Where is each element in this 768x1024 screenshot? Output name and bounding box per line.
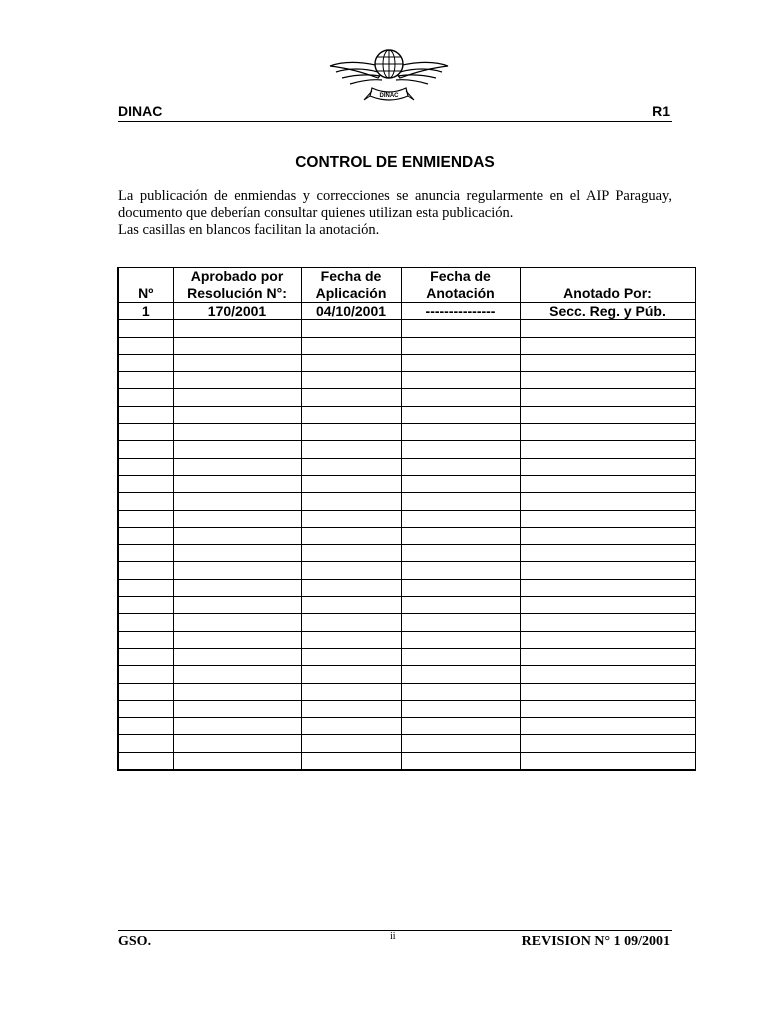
blank-cell: [118, 562, 173, 579]
blank-cell: [401, 631, 520, 648]
blank-cell: [173, 320, 301, 337]
blank-cell: [401, 683, 520, 700]
blank-cell: [301, 597, 401, 614]
blank-cell: [118, 752, 173, 770]
blank-cell: [520, 718, 695, 735]
blank-cell: [118, 354, 173, 371]
blank-cell: [173, 406, 301, 423]
blank-cell: [520, 372, 695, 389]
blank-cell: [301, 752, 401, 770]
blank-cell: [118, 475, 173, 492]
blank-cell: [401, 441, 520, 458]
blank-cell: [173, 752, 301, 770]
header-annotation-date: [401, 268, 520, 303]
blank-cell: [520, 389, 695, 406]
header-number-line2: Nº: [138, 285, 154, 301]
blank-cell: [401, 424, 520, 441]
table-row-blank: [118, 683, 695, 700]
blank-cell: [301, 614, 401, 631]
table-row-blank: [118, 700, 695, 717]
blank-cell: [118, 320, 173, 337]
blank-cell: [173, 458, 301, 475]
cell-annotation-date: ---------------: [401, 303, 520, 320]
blank-cell: [520, 735, 695, 752]
blank-cell: [301, 579, 401, 596]
table-row-blank: [118, 666, 695, 683]
footer-left: GSO.: [118, 934, 152, 949]
blank-cell: [118, 631, 173, 648]
blank-cell: [301, 493, 401, 510]
dinac-logo: [328, 44, 450, 104]
header-application-date-line2: Aplicación: [315, 285, 387, 301]
header-approved-by-line1: Aprobado por: [190, 268, 284, 284]
blank-cell: [118, 493, 173, 510]
page-footer: [118, 930, 672, 951]
footer-right: REVISION N° 1 09/2001: [521, 934, 670, 949]
blank-cell: [173, 735, 301, 752]
blank-cell: [401, 527, 520, 544]
blank-cell: [301, 389, 401, 406]
blank-cell: [401, 648, 520, 665]
blank-cell: [301, 700, 401, 717]
blank-cell: [520, 683, 695, 700]
intro-text: [118, 188, 672, 239]
blank-cell: [401, 752, 520, 770]
blank-cell: [401, 597, 520, 614]
blank-cell: [520, 666, 695, 683]
blank-cell: [173, 648, 301, 665]
table-row-blank: [118, 648, 695, 665]
intro-note: Las casillas en blancos facilitan la anotación.: [118, 222, 380, 238]
blank-cell: [118, 718, 173, 735]
blank-cell: [118, 406, 173, 423]
blank-cell: [118, 458, 173, 475]
blank-cell: [520, 562, 695, 579]
blank-cell: [520, 354, 695, 371]
blank-cell: [401, 337, 520, 354]
blank-cell: [173, 493, 301, 510]
cell-resolution: 170/2001: [173, 303, 301, 320]
table-row-blank: [118, 424, 695, 441]
blank-cell: [401, 735, 520, 752]
blank-cell: [173, 545, 301, 562]
blank-cell: [173, 562, 301, 579]
blank-cell: [520, 752, 695, 770]
blank-cell: [520, 493, 695, 510]
blank-cell: [520, 545, 695, 562]
blank-cell: [301, 735, 401, 752]
blank-cell: [173, 631, 301, 648]
blank-cell: [401, 354, 520, 371]
blank-cell: [301, 510, 401, 527]
blank-cell: [520, 700, 695, 717]
table-row-blank: [118, 718, 695, 735]
blank-cell: [520, 475, 695, 492]
table-row-blank: [118, 597, 695, 614]
page-number: ii: [390, 931, 396, 942]
blank-cell: [401, 579, 520, 596]
blank-cell: [520, 597, 695, 614]
blank-cell: [401, 406, 520, 423]
table-row-blank: [118, 372, 695, 389]
blank-cell: [173, 337, 301, 354]
blank-cell: [520, 648, 695, 665]
blank-cell: [118, 735, 173, 752]
blank-cell: [401, 562, 520, 579]
blank-cell: [301, 354, 401, 371]
header-left: DINAC: [118, 103, 163, 119]
blank-cell: [118, 389, 173, 406]
blank-cell: [173, 389, 301, 406]
blank-cell: [301, 372, 401, 389]
blank-cell: [401, 458, 520, 475]
blank-cell: [301, 648, 401, 665]
blank-cell: [401, 493, 520, 510]
blank-cell: [520, 320, 695, 337]
table-row-blank: [118, 752, 695, 770]
blank-cell: [173, 718, 301, 735]
blank-cell: [173, 597, 301, 614]
blank-cell: [118, 441, 173, 458]
blank-cell: [301, 475, 401, 492]
blank-cell: [118, 597, 173, 614]
blank-cell: [118, 372, 173, 389]
table-row-blank: [118, 320, 695, 337]
page-title: CONTROL DE ENMIENDAS: [295, 154, 495, 171]
table-row-blank: [118, 493, 695, 510]
blank-cell: [520, 614, 695, 631]
blank-cell: [401, 475, 520, 492]
blank-cell: [301, 666, 401, 683]
table-row-blank: [118, 527, 695, 544]
blank-cell: [520, 441, 695, 458]
blank-cell: [118, 424, 173, 441]
blank-cell: [173, 510, 301, 527]
header-number: [118, 268, 173, 303]
header-approved-by-line2: Resolución N°:: [187, 285, 287, 301]
table-row-blank: [118, 475, 695, 492]
table-row-blank: [118, 614, 695, 631]
blank-cell: [301, 683, 401, 700]
header-right: R1: [652, 103, 670, 119]
table-row-blank: [118, 389, 695, 406]
blank-cell: [173, 441, 301, 458]
cell-application-date: 04/10/2001: [301, 303, 401, 320]
table-row-blank: [118, 441, 695, 458]
blank-cell: [301, 458, 401, 475]
blank-cell: [118, 648, 173, 665]
table-row-blank: [118, 406, 695, 423]
cell-annotated-by: Secc. Reg. y Púb.: [520, 303, 695, 320]
blank-cell: [118, 510, 173, 527]
blank-cell: [401, 614, 520, 631]
table-header-row: [118, 268, 695, 303]
blank-cell: [401, 545, 520, 562]
blank-cell: [401, 389, 520, 406]
header-application-date-line1: Fecha de: [320, 268, 382, 284]
blank-cell: [173, 354, 301, 371]
blank-cell: [173, 475, 301, 492]
blank-cell: [173, 683, 301, 700]
blank-cell: [520, 406, 695, 423]
table-row-blank: [118, 458, 695, 475]
blank-cell: [118, 545, 173, 562]
blank-cell: [173, 372, 301, 389]
table-row-blank: [118, 545, 695, 562]
table-row: [118, 303, 695, 320]
blank-cell: [401, 666, 520, 683]
table-row-blank: [118, 562, 695, 579]
blank-cell: [173, 666, 301, 683]
blank-cell: [520, 337, 695, 354]
blank-cell: [301, 406, 401, 423]
blank-cell: [118, 683, 173, 700]
blank-cell: [520, 527, 695, 544]
blank-cell: [520, 424, 695, 441]
table-row-blank: [118, 354, 695, 371]
cell-number: 1: [118, 303, 173, 320]
blank-cell: [401, 700, 520, 717]
blank-cell: [173, 614, 301, 631]
blank-cell: [173, 527, 301, 544]
blank-cell: [301, 631, 401, 648]
logo-text: DINAC: [379, 93, 399, 99]
blank-cell: [301, 320, 401, 337]
blank-cell: [301, 424, 401, 441]
blank-cell: [520, 510, 695, 527]
blank-cell: [118, 614, 173, 631]
blank-cell: [520, 631, 695, 648]
header-application-date: [301, 268, 401, 303]
blank-cell: [520, 579, 695, 596]
blank-cell: [118, 337, 173, 354]
blank-cell: [301, 337, 401, 354]
blank-cell: [520, 458, 695, 475]
header-annotation-date-line2: Anotación: [426, 285, 495, 301]
table-row-blank: [118, 579, 695, 596]
blank-cell: [301, 562, 401, 579]
blank-cell: [118, 700, 173, 717]
blank-cell: [301, 441, 401, 458]
blank-cell: [301, 527, 401, 544]
table-row-blank: [118, 337, 695, 354]
header-approved-by: [173, 268, 301, 303]
table-row-blank: [118, 735, 695, 752]
blank-cell: [118, 527, 173, 544]
blank-cell: [301, 545, 401, 562]
blank-cell: [173, 424, 301, 441]
header-annotated-by: [520, 268, 695, 303]
blank-cell: [401, 320, 520, 337]
amendments-table: [117, 267, 696, 771]
blank-cell: [401, 372, 520, 389]
intro-paragraph: La publicación de enmiendas y correcciones se anuncia regularmente en el AIP Paraguay, documento que deberían consultar quienes utilizan esta publicación.: [118, 188, 672, 221]
blank-cell: [118, 579, 173, 596]
table-row-blank: [118, 510, 695, 527]
blank-cell: [301, 718, 401, 735]
blank-cell: [401, 718, 520, 735]
table-row-blank: [118, 631, 695, 648]
blank-cell: [173, 700, 301, 717]
blank-cell: [173, 579, 301, 596]
blank-cell: [401, 510, 520, 527]
blank-cell: [118, 666, 173, 683]
header-annotated-by-line2: Anotado Por:: [563, 285, 652, 301]
header-annotation-date-line1: Fecha de: [430, 268, 491, 284]
page-header: [118, 103, 672, 122]
